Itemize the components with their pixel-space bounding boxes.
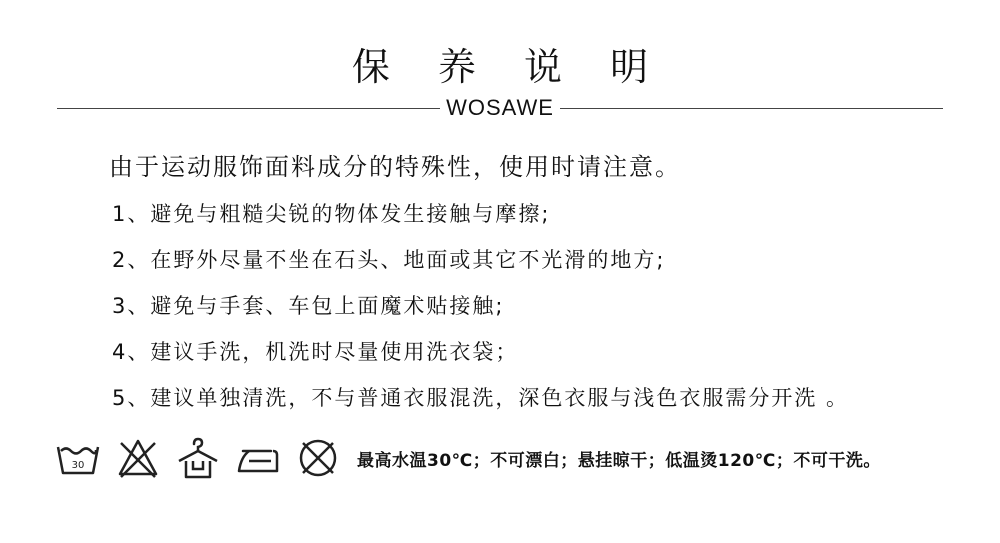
no-dry-clean-icon — [295, 435, 341, 481]
brand-name: WOSAWE — [446, 95, 554, 120]
low-iron-icon — [235, 435, 281, 481]
list-item: 3、避免与手套、车包上面魔术贴接触; — [112, 294, 505, 318]
list-item: 1、避免与粗糙尖锐的物体发生接触与摩擦; — [112, 202, 551, 226]
care-instructions-list — [112, 198, 849, 428]
page-title: 保 养 说 明 — [351, 45, 667, 89]
care-summary-text: 最高水温30℃；不可漂白；悬挂晾干；低温烫120℃；不可干洗。 — [357, 450, 881, 471]
hang-dry-icon — [175, 435, 221, 481]
no-bleach-icon — [115, 435, 161, 481]
divider-line-right — [560, 108, 943, 109]
care-symbols-row — [55, 435, 881, 481]
list-item: 5、建议单独清洗，不与普通衣服混洗，深色衣服与浅色衣服需分开洗 。 — [112, 386, 850, 410]
wash-30-icon — [55, 435, 101, 481]
brand-divider — [57, 96, 943, 120]
list-item: 2、在野外尽量不坐在石头、地面或其它不光滑的地方; — [112, 248, 666, 272]
wash-temp-label: 30 — [71, 460, 85, 471]
intro-text: 由于运动服饰面料成分的特殊性，使用时请注意。 — [109, 153, 681, 181]
divider-line-left — [57, 108, 440, 109]
list-item: 4、建议手洗，机洗时尽量使用洗衣袋； — [112, 340, 519, 364]
